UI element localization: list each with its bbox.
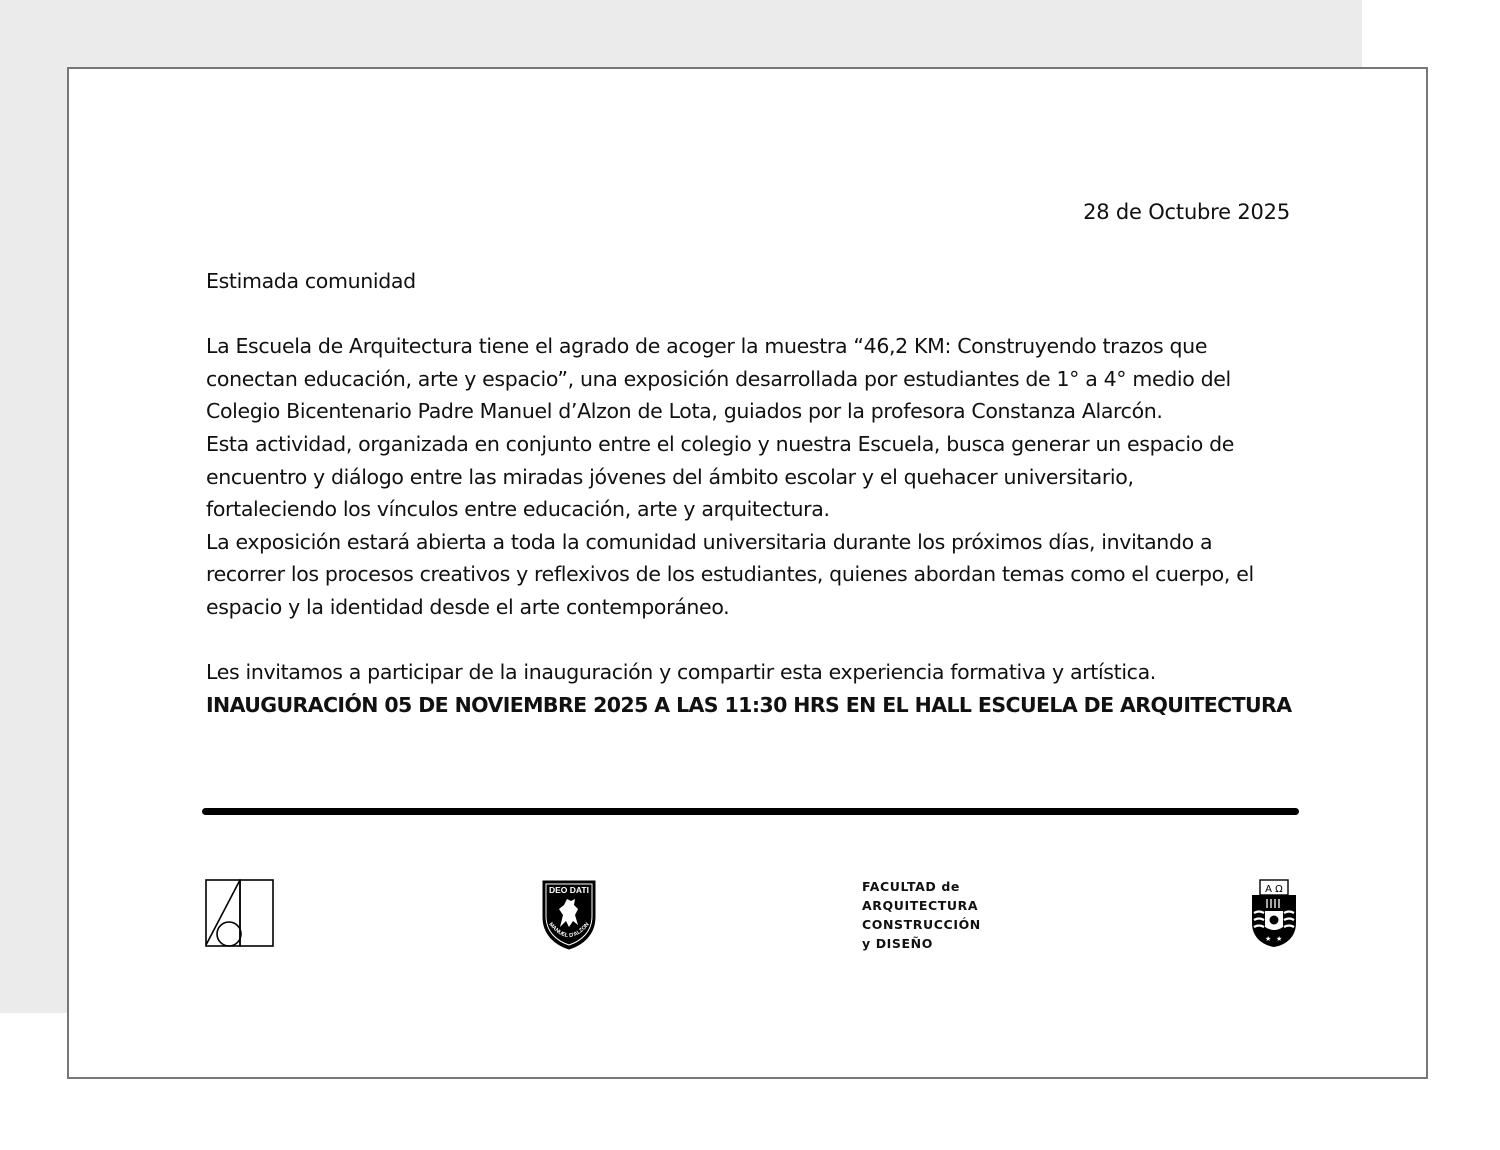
- body-line: recorrer los procesos creativos y reflexivos de los estudiantes, quienes abordan temas como el cuerpo, el: [206, 562, 1254, 587]
- faculty-line: y DISEÑO: [862, 936, 933, 951]
- body-line: encuentro y diálogo entre las miradas jóvenes del ámbito escolar y el quehacer universitario,: [206, 464, 1134, 489]
- svg-text:★: ★: [1265, 935, 1272, 943]
- crest-top-text: DEO DATI: [549, 885, 589, 895]
- body-line: espacio y la identidad desde el arte contemporáneo.: [206, 594, 730, 619]
- body-line: Colegio Bicentenario Padre Manuel d’Alzon de Lota, guiados por la profesora Constanza Alarcón.: [206, 399, 1163, 424]
- faculty-line: FACULTAD de: [862, 879, 960, 894]
- body-line: La Escuela de Arquitectura tiene el agrado de acoger la muestra “46,2 KM: Construyendo trazos que: [206, 334, 1208, 359]
- crest-book-text: A Ω: [1265, 884, 1283, 895]
- greeting: Estimada comunidad: [206, 269, 416, 293]
- svg-text:★: ★: [1276, 935, 1283, 943]
- body-line: Esta actividad, organizada en conjunto entre el colegio y nuestra Escuela, busca generar un espacio de: [206, 431, 1235, 456]
- body-line: fortaleciendo los vínculos entre educación, arte y arquitectura.: [206, 497, 830, 522]
- faculty-line: CONSTRUCCIÓN: [862, 917, 981, 932]
- letter-card: [67, 67, 1428, 1079]
- body-line: La exposición estará abierta a toda la comunidad universitaria durante los próximos días, invitando a: [206, 529, 1213, 554]
- invitation-text: Les invitamos a participar de la inauguración y compartir esta experiencia formativa y artística.: [206, 660, 1156, 685]
- crest-bottom-text: MANUEL D'ALZON: [547, 921, 591, 940]
- letter-body: [206, 265, 1316, 721]
- divider-rule: [202, 808, 1299, 815]
- faculty-line: ARQUITECTURA: [862, 898, 979, 913]
- body-line: conectan educación, arte y espacio”, una exposición desarrollada por estudiantes de 1° a 4° medio del: [206, 366, 1231, 391]
- body-paragraph: [206, 330, 1316, 623]
- deo-dati-crest-icon: [540, 879, 598, 951]
- event-highlight: INAUGURACIÓN 05 DE NOVIEMBRE 2025 A LAS 11:30 HRS EN EL HALL ESCUELA DE ARQUITECTURA: [206, 692, 1292, 717]
- letter-date: 28 de Octubre 2025: [1083, 200, 1290, 224]
- school-architecture-logo-icon: [205, 879, 275, 949]
- faculty-logo: [862, 877, 981, 953]
- university-crest-icon: [1250, 879, 1298, 949]
